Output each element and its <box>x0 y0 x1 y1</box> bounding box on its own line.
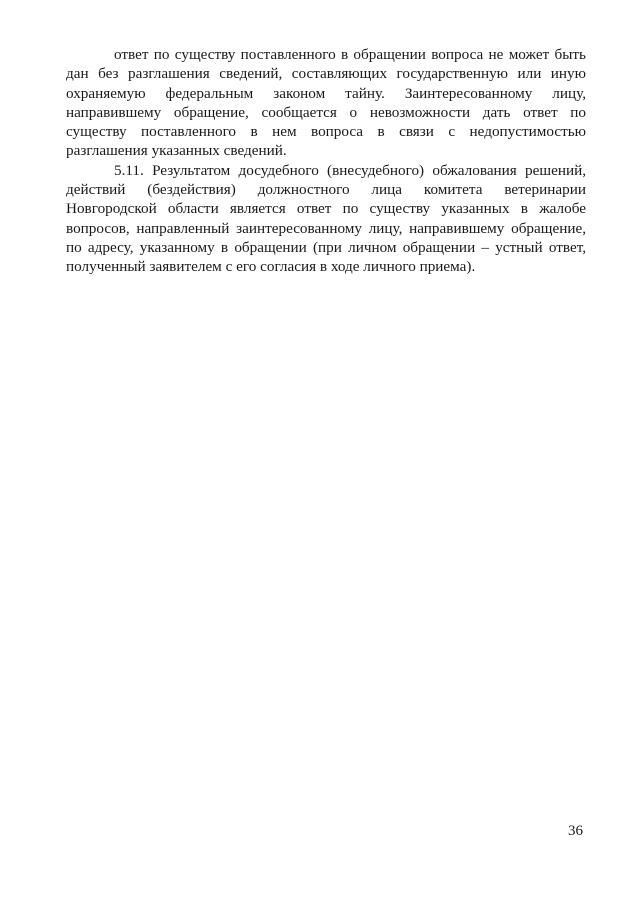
paragraph-5-11: 5.11. Результатом досудебного (внесудебного) обжалования решений, действий (бездействия) должностного лица комитета ветеринарии Новгородской области является ответ по существу указанных в жалобе вопросов, направленный заинтересованному лицу, направившему обращение, по адресу, указанному в обращении (при личном обращении – устный ответ, полученный заявителем с его согласия в ходе личного приема). <box>66 161 586 276</box>
page-number: 36 <box>568 823 583 839</box>
document-body <box>66 45 586 277</box>
paragraph-continuation: ответ по существу поставленного в обращении вопроса не может быть дан без разглашения сведений, составляющих государственную или иную охраняемую федеральным законом тайну. Заинтересованному лицу, направившему обращение, сообщается о невозможности дать ответ по существу поставленного в нем вопроса в связи с недопустимостью разглашения указанных сведений. <box>66 46 586 160</box>
